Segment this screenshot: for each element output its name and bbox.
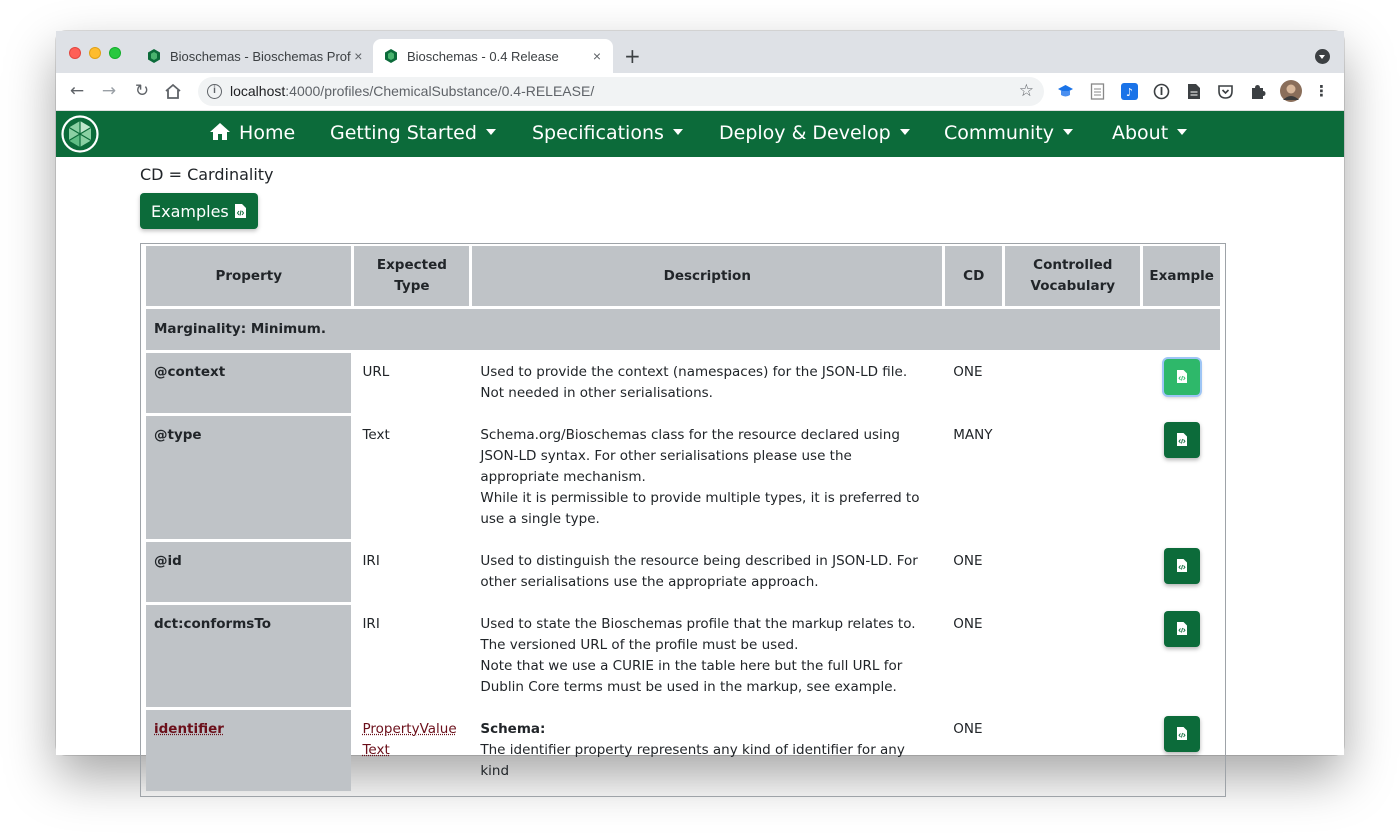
table-row xyxy=(146,416,1220,539)
tab-close-icon[interactable]: × xyxy=(592,48,602,64)
browser-window xyxy=(56,31,1344,779)
tab-bioschemas-release[interactable] xyxy=(373,39,613,73)
description-line: The identifier property represents any kind of identifier for any kind xyxy=(480,742,905,779)
cardinality: ONE xyxy=(953,364,983,380)
description-line: Schema.org/Bioschemas class for the resource declared using JSON-LD syntax. For other serialisations please use the appropriate mechanism. xyxy=(480,427,900,485)
example-cell xyxy=(1143,605,1220,707)
property-name: @context xyxy=(146,353,351,413)
table-row xyxy=(146,710,1220,791)
example-button[interactable] xyxy=(1164,611,1200,647)
file-code-icon xyxy=(1176,432,1188,447)
profile-avatar[interactable] xyxy=(1280,80,1302,102)
examples-button-label: Examples xyxy=(151,201,229,221)
description-line: Note that we use a CURIE in the table here but the full URL for Dublin Core terms must be used in the markup, see example. xyxy=(480,658,903,695)
reload-icon[interactable]: ↻ xyxy=(134,81,150,101)
example-button[interactable] xyxy=(1164,716,1200,752)
nav-home[interactable] xyxy=(209,122,295,144)
example-button[interactable] xyxy=(1164,422,1200,458)
nav-getting-started-label: Getting Started xyxy=(330,122,477,144)
controlled-vocabulary xyxy=(1005,605,1140,707)
property-name: dct:conformsTo xyxy=(146,605,351,707)
nav-specifications-label: Specifications xyxy=(532,122,664,144)
controlled-vocabulary xyxy=(1005,542,1140,602)
svg-text:♪: ♪ xyxy=(1125,86,1134,99)
expected-type xyxy=(354,710,469,791)
extension-info-icon[interactable] xyxy=(1153,83,1170,100)
description xyxy=(472,710,942,791)
bioschemas-favicon xyxy=(383,48,399,64)
header-cd: CD xyxy=(945,246,1002,306)
file-code-icon xyxy=(1176,621,1188,636)
chevron-down-icon xyxy=(1177,129,1187,135)
extension-music-icon[interactable] xyxy=(1121,83,1138,100)
extensions-puzzle-icon[interactable] xyxy=(1249,83,1266,100)
tab-search-icon[interactable] xyxy=(1315,49,1330,64)
header-property: Property xyxy=(146,246,351,306)
nav-getting-started[interactable] xyxy=(330,122,496,144)
description: Used to provide the context (namespaces) for the JSON-LD file. Not needed in other serialisations. xyxy=(480,364,908,401)
table-row xyxy=(146,353,1220,413)
bioschemas-logo[interactable] xyxy=(61,115,99,153)
tab-title: Bioschemas - Bioschemas Prof xyxy=(170,48,351,64)
example-cell xyxy=(1143,710,1220,791)
nav-deploy-develop-label: Deploy & Develop xyxy=(719,122,891,144)
forward-icon[interactable]: → xyxy=(101,81,117,101)
example-cell xyxy=(1143,353,1220,413)
address-bar[interactable] xyxy=(198,77,1044,106)
tab-close-icon[interactable]: × xyxy=(354,48,363,64)
description-line: While it is permissible to provide multiple types, it is preferred to use a single type. xyxy=(480,490,920,527)
site-info-icon[interactable]: i xyxy=(207,84,222,99)
examples-button[interactable] xyxy=(140,193,258,229)
header-description: Description xyxy=(472,246,942,306)
file-code-icon xyxy=(234,203,247,219)
controlled-vocabulary xyxy=(1005,710,1140,791)
property-link[interactable]: identifier xyxy=(154,721,224,737)
tab-strip xyxy=(56,31,1344,73)
table-row xyxy=(146,605,1220,707)
extension-graduation-cap-icon[interactable] xyxy=(1057,83,1074,100)
property-name-cell xyxy=(146,710,351,791)
minimize-window-button[interactable] xyxy=(89,47,101,59)
maximize-window-button[interactable] xyxy=(109,47,121,59)
nav-specifications[interactable] xyxy=(532,122,683,144)
file-code-icon xyxy=(1176,369,1188,384)
close-window-button[interactable] xyxy=(69,47,81,59)
header-expected-type: Expected Type xyxy=(354,246,469,306)
bioschemas-favicon xyxy=(146,48,162,64)
extension-document-icon[interactable] xyxy=(1089,83,1106,100)
chevron-down-icon xyxy=(486,129,496,135)
description xyxy=(472,416,942,539)
controlled-vocabulary xyxy=(1005,353,1140,413)
properties-table xyxy=(140,243,1226,797)
description-line: Used to state the Bioschemas profile that the markup relates to. The versioned URL of the profile must be used. xyxy=(480,616,916,653)
page-content xyxy=(56,157,1344,779)
browser-toolbar xyxy=(56,73,1344,111)
property-name: @id xyxy=(146,542,351,602)
header-controlled-vocabulary: Controlled Vocabulary xyxy=(1005,246,1140,306)
url-path: :4000/profiles/ChemicalSubstance/0.4-RELEASE/ xyxy=(285,83,595,99)
cardinality: ONE xyxy=(953,553,983,569)
expected-type: Text xyxy=(362,427,390,443)
type-link[interactable]: Text xyxy=(362,742,390,758)
header-example: Example xyxy=(1143,246,1220,306)
chevron-down-icon xyxy=(900,129,910,135)
nav-deploy-develop[interactable] xyxy=(719,122,910,144)
table-header-row xyxy=(146,246,1220,306)
nav-about[interactable] xyxy=(1112,122,1187,144)
site-navbar xyxy=(56,111,1344,157)
property-name: @type xyxy=(146,416,351,539)
description-heading: Schema: xyxy=(480,721,546,737)
url-host: localhost xyxy=(230,83,286,99)
file-code-icon xyxy=(1176,726,1188,741)
section-label: Marginality: Minimum. xyxy=(146,309,1220,350)
example-cell xyxy=(1143,416,1220,539)
cardinality-note: CD = Cardinality xyxy=(140,165,274,184)
browser-menu-icon[interactable]: ⋮ xyxy=(1314,82,1329,100)
table-row xyxy=(146,542,1220,602)
tab-bioschemas-profiles[interactable] xyxy=(136,39,372,73)
nav-community[interactable] xyxy=(944,122,1073,144)
example-button[interactable] xyxy=(1164,548,1200,584)
type-link[interactable]: PropertyValue xyxy=(362,721,457,737)
tab-title: Bioschemas - 0.4 Release xyxy=(407,48,559,64)
section-row xyxy=(146,309,1220,350)
new-tab-button[interactable]: + xyxy=(624,44,641,68)
description xyxy=(472,605,942,707)
back-icon[interactable]: ← xyxy=(69,81,85,101)
expected-type: URL xyxy=(362,364,390,380)
cardinality: MANY xyxy=(953,427,993,443)
cardinality: ONE xyxy=(953,616,983,632)
home-icon xyxy=(209,122,231,141)
nav-home-label: Home xyxy=(239,122,296,144)
file-code-icon xyxy=(1176,558,1188,573)
description: Used to distinguish the resource being described in JSON-LD. For other serialisations use the appropriate approach. xyxy=(480,553,918,590)
home-icon[interactable] xyxy=(164,83,182,100)
extension-pocket-icon[interactable] xyxy=(1217,83,1234,100)
nav-community-label: Community xyxy=(944,122,1054,144)
example-cell xyxy=(1143,542,1220,602)
example-button[interactable] xyxy=(1164,359,1200,395)
expected-type: IRI xyxy=(362,616,380,632)
cardinality: ONE xyxy=(953,721,983,737)
nav-about-label: About xyxy=(1112,122,1169,144)
extension-file-icon[interactable] xyxy=(1185,83,1202,100)
bookmark-star-icon[interactable]: ☆ xyxy=(1018,81,1034,100)
chevron-down-icon xyxy=(1063,129,1073,135)
controlled-vocabulary xyxy=(1005,416,1140,539)
chevron-down-icon xyxy=(673,129,683,135)
expected-type: IRI xyxy=(362,553,380,569)
